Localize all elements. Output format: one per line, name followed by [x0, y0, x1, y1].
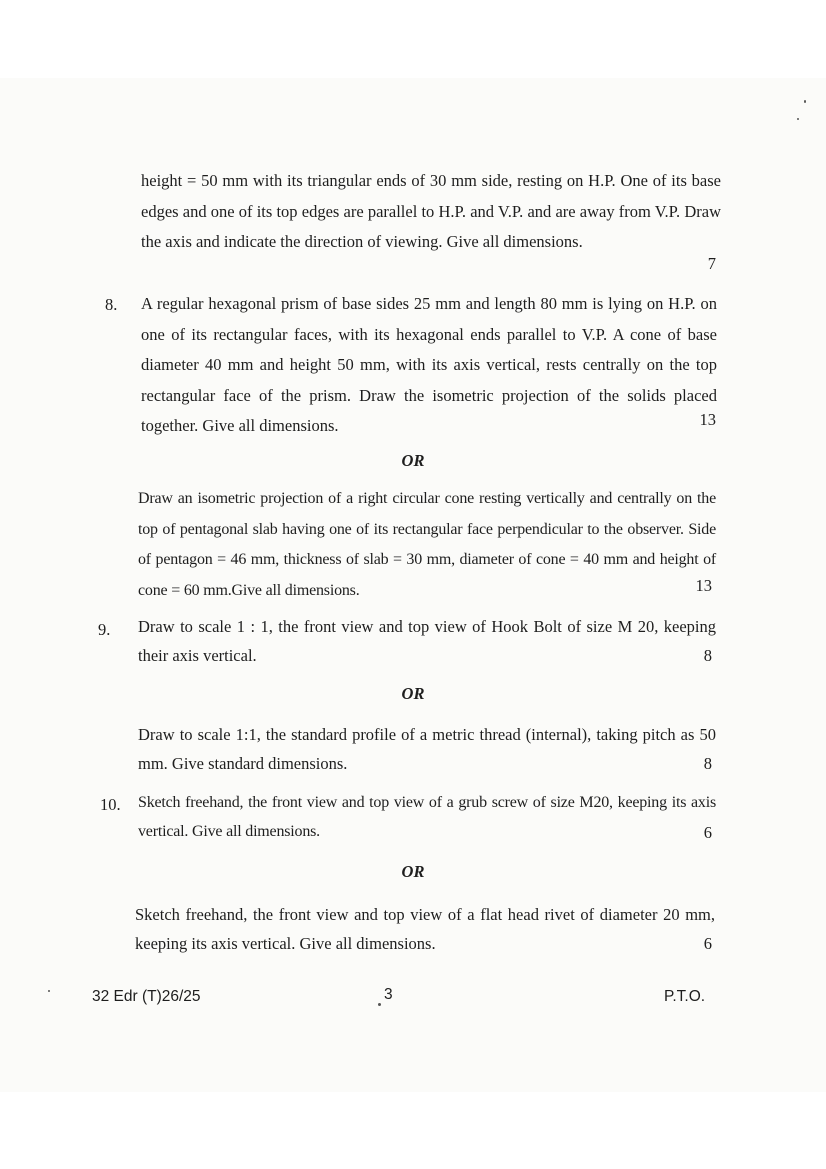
- question-8-or-label: OR: [401, 451, 425, 470]
- question-8-alt-marks: 13: [695, 576, 712, 595]
- question-8-alt-text: Draw an isometric projection of a right circular cone resting vertically and centrally on the top of pentagonal slab having one of its rectangular face perpendicular to the observer. Side of pentagon = 46 mm, thickness of slab = 30 mm, diameter of cone = 40 mm and height of cone = 60 mm.Give all dimensions.: [138, 490, 716, 599]
- scan-speck: [804, 100, 806, 103]
- footer-paper-code: 32 Edr (T)26/25: [92, 988, 201, 1005]
- question-8-text: A regular hexagonal prism of base sides 25 mm and length 80 mm is lying on H.P. on one of its rectangular faces, with its hexagonal ends parallel to V.P. A cone of base diameter 40 mm and height 50 mm, with its axis vertical, rests centrally on the top rectangular face of the prism. Draw the isometric projection of the solids placed together. Give all dimensions.: [141, 294, 717, 435]
- question-8-number: 8.: [105, 295, 118, 314]
- scan-speck: [378, 1003, 381, 1006]
- footer-pto: P.T.O.: [664, 988, 706, 1005]
- question-10-alt-marks: 6: [703, 934, 712, 953]
- question-9-text: Draw to scale 1 : 1, the front view and top view of Hook Bolt of size M 20, keeping their axis vertical.: [138, 617, 716, 665]
- question-9-marks: 8: [703, 646, 712, 665]
- scan-speck: [797, 118, 799, 120]
- question-9-or-label: OR: [401, 684, 425, 703]
- scan-bottom-margin: [0, 1092, 826, 1169]
- scan-speck: [48, 990, 50, 992]
- question-7-marks: 7: [707, 254, 716, 273]
- question-10-text: Sketch freehand, the front view and top view of a grub screw of size M20, keeping its axis vertical. Give all dimensions.: [138, 794, 716, 840]
- question-10-number: 10.: [100, 795, 121, 814]
- question-7-continued-text: height = 50 mm with its triangular ends of 30 mm side, resting on H.P. One of its base edges and one of its top edges are parallel to H.P. and V.P. and are away from V.P. Draw the axis and indicate the direction of viewing. Give all dimensions.: [141, 171, 721, 251]
- question-8-marks: 13: [699, 410, 716, 429]
- question-10-alt-text: Sketch freehand, the front view and top view of a flat head rivet of diameter 20 mm, keeping its axis vertical. Give all dimensions.: [135, 905, 715, 953]
- question-9-alt-text: Draw to scale 1:1, the standard profile of a metric thread (internal), taking pitch as 50 mm. Give standard dimensions.: [138, 725, 716, 773]
- question-9-number: 9.: [98, 620, 111, 639]
- footer-page-number: 3: [384, 986, 393, 1003]
- question-10-marks: 6: [703, 823, 712, 842]
- question-9-alt-marks: 8: [703, 754, 712, 773]
- question-10-or-label: OR: [401, 862, 425, 881]
- scan-top-margin: [0, 0, 826, 78]
